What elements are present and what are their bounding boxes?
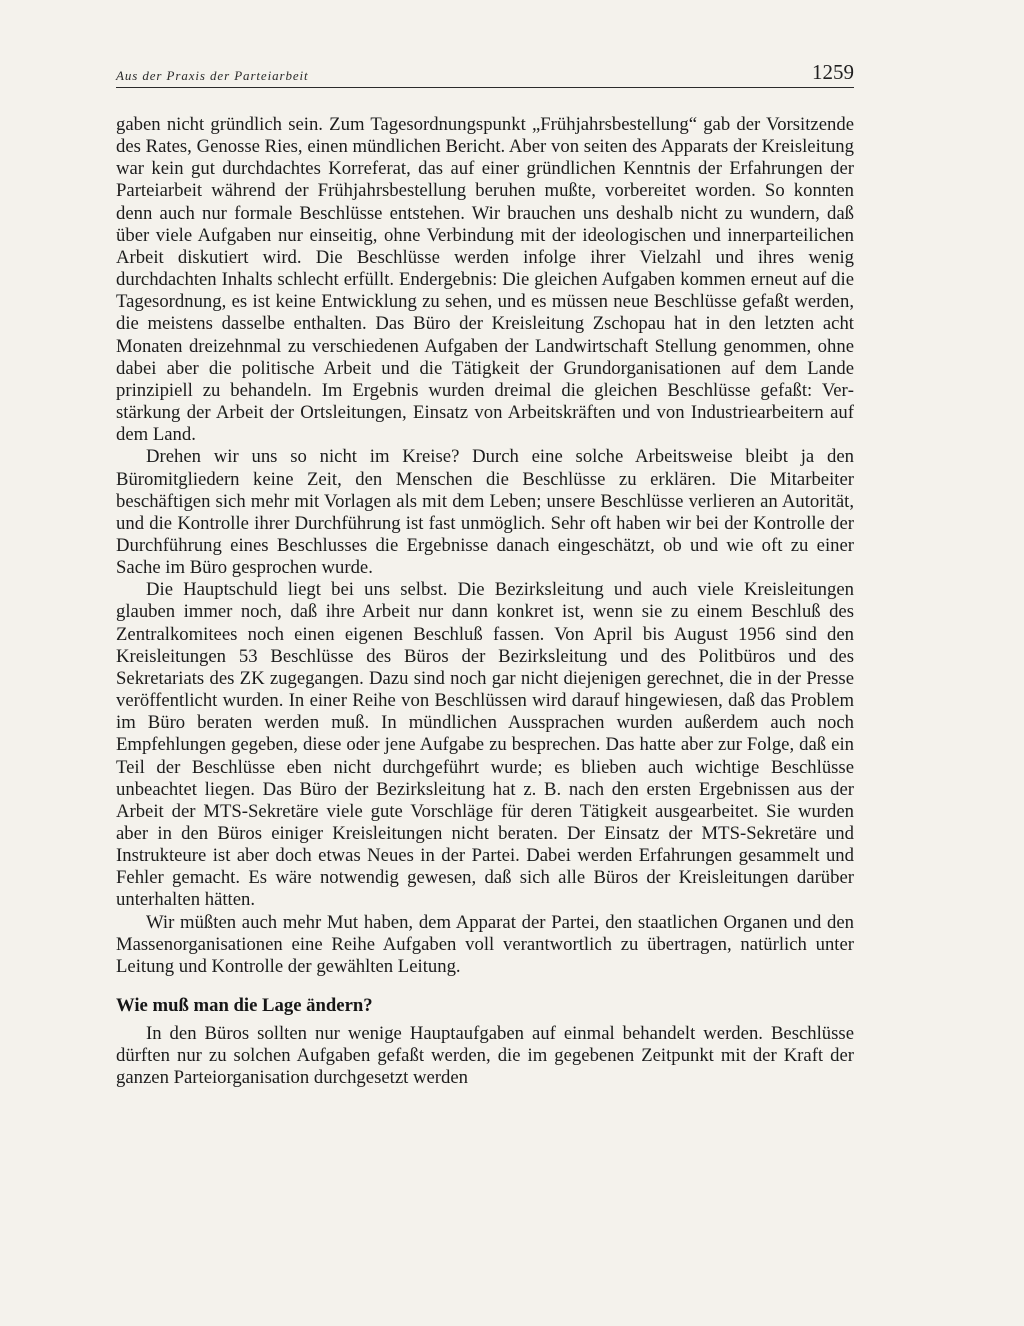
paragraph: gaben nicht gründlich sein. Zum Tagesordnungspunkt „Frühjahrsbestellung“ gab der Vorsitzende des Rates, Genosse Ries, einen mündlichen Bericht. Aber von seiten des Apparats der Kreisleitung war kein gut durchdachtes Korreferat, das auf einer gründlichen Kenntnis der Erfahrungen der Parteiarbeit während der Frühjahrsbestellung beruhen mußte, vorbereitet worden. So konnten denn auch nur formale Beschlüsse entstehen. Wir brauchen uns deshalb nicht zu wundern, daß über viele Aufgaben nur einseitig, ohne Verbindung mit der ideologischen und innerparteilichen Arbeit diskutiert wird. Die Beschlüsse werden infolge ihrer Vielzahl und ihres wenig durchdachten Inhalts schlecht erfüllt. Endergebnis: Die gleichen Aufgaben kommen erneut auf die Tagesordnung, es ist keine Entwicklung zu sehen, und es müssen neue Beschlüsse gefaßt werden, die meistens dasselbe enthalten. Das Büro der Kreisleitung Zschopau hat in den letzten acht Monaten dreizehnmal zu verschiedenen Aufgaben der Landwirtschaft Stellung genommen, ohne dabei aber die politische Arbeit und die Tätigkeit der Grundorganisationen auf dem Lande prinzipiell zu behandeln. Im Ergebnis wurden dreimal die gleichen Beschlüsse gefaßt: Verstärkung der Arbeit der Ortsleitungen, Einsatz von Arbeitskräften und von Industriearbeitern auf dem Land. xyxy=(116,114,854,446)
running-head: Aus der Praxis der Parteiarbeit xyxy=(116,68,309,83)
section-heading: Wie muß man die Lage ändern? xyxy=(116,995,373,1017)
paragraph: Drehen wir uns so nicht im Kreise? Durch eine solche Arbeitsweise bleibt ja den Büromitgliedern keine Zeit, den Menschen die Beschlüsse zu erklären. Die Mitarbeiter beschäftigen sich mehr mit Vorlagen als mit dem Leben; unsere Beschlüsse verlieren an Autorität, und die Kontrolle ihrer Durchführung ist fast unmöglich. Sehr oft haben wir bei der Kontrolle der Durchführung eines Beschlusses die Ergebnisse danach eingeschätzt, ob und wie oft zu einer Sache im Büro gesprochen wurde. xyxy=(116,446,854,579)
page-number: 1259 xyxy=(812,60,854,84)
paragraph: In den Büros sollten nur wenige Hauptaufgaben auf einmal behandelt werden. Beschlüsse dürften nur zu solchen Aufgaben gefaßt werden, die im gegebenen Zeitpunkt mit der Kraft der ganzen Parteiorganisation durchgesetzt werden xyxy=(116,1023,854,1089)
paragraph: Die Hauptschuld liegt bei uns selbst. Die Bezirksleitung und auch viele Kreisleitungen glauben immer noch, daß ihre Arbeit nur dann konkret ist, wenn sie zu einem Beschluß des Zentralkomitees noch einen eigenen Beschluß fassen. Von April bis August 1956 sind den Kreisleitungen 53 Beschlüsse des Büros der Bezirksleitung und des Politbüros und des Sekretariats des ZK zugegangen. Dazu sind noch gar nicht diejenigen gerechnet, die in der Presse veröffentlicht wurden. In einer Reihe von Beschlüssen wird darauf hingewiesen, daß das Problem im Büro beraten werden muß. In mündlichen Aussprachen wurden außerdem auch noch Empfehlungen gegeben, diese oder jene Aufgabe zu besprechen. Das hatte aber zur Folge, daß ein Teil der Beschlüsse eben nicht durchgeführt wurde; es blieben auch wichtige Beschlüsse unbeachtet liegen. Das Büro der Bezirksleitung hat z. B. nach den ersten Ergebnissen aus der Arbeit der MTS-Sekretäre viele gute Vorschläge für deren Tätigkeit ausgearbeitet. Sie wurden aber in den Büros einiger Kreisleitungen nicht beraten. Der Einsatz der MTS-Sekretäre und Instrukteure ist aber doch etwas Neues in der Partei. Dabei werden Erfahrungen gesammelt und Fehler gemacht. Es wäre notwendig gewesen, daß sich alle Büros der Kreisleitungen darüber unterhalten hätten. xyxy=(116,579,854,911)
header-rule xyxy=(116,87,854,88)
page-header xyxy=(116,58,854,92)
body-text xyxy=(116,114,854,1090)
paragraph: Wir müßten auch mehr Mut haben, dem Apparat der Partei, den staatlichen Organen und den Massenorganisationen eine Reihe Aufgaben voll verantwortlich zu übertragen, natürlich unter Leitung und Kontrolle der gewählten Leitung. xyxy=(116,911,854,977)
